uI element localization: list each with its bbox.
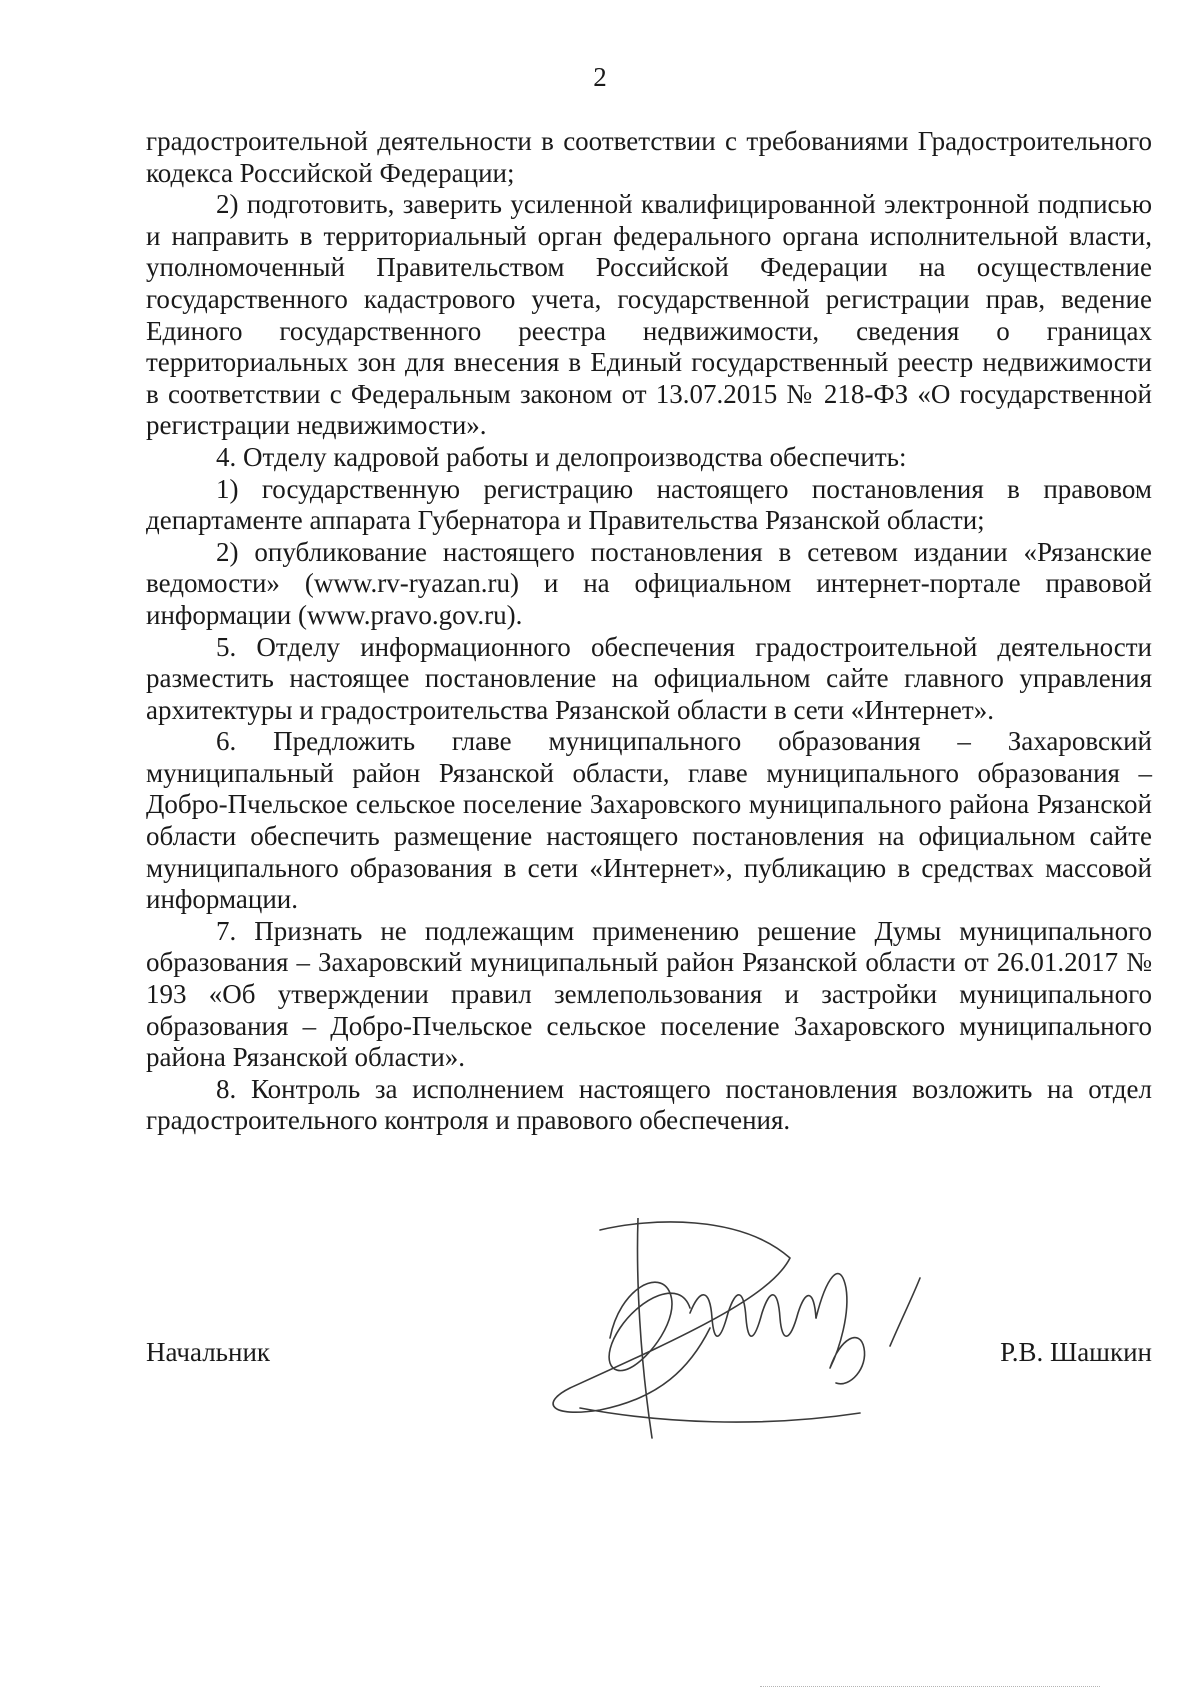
paragraph-continuation: градостроительной деятельности в соответствии с требованиями Градостроительного кодекса Российской Федерации; — [146, 126, 1152, 188]
handwritten-signature — [540, 1218, 970, 1448]
paragraph-section-5: 5. Отделу информационного обеспечения градостроительной деятельности разместить настоящее постановление на официальном сайте главного управления архитектуры и градостроительства Рязанской области в сети «Интернет». — [146, 631, 1152, 725]
paragraph-section-8: 8. Контроль за исполнением настоящего постановления возложить на отдел градостроительного контроля и правового обеспечения. — [146, 1073, 1152, 1136]
scan-edge-mark — [760, 1686, 1100, 1689]
paragraph-item-2-submit-zones: 2) подготовить, заверить усиленной квалифицированной электронной подписью и направить в территориальный орган федерального органа исполнительной власти, уполномоченный Правительством Российской Федерации на осуществление государственного кадастрового учета, государственной регистрации прав, ведение Единого государственного реестра недвижимости, сведения о границах территориальных зон для внесения в Единый государственный реестр недвижимости в соответствии с Федеральным законом от 13.07.2015 № 218-ФЗ «О государственной регистрации недвижимости». — [146, 189, 1152, 441]
document-body — [146, 126, 1152, 1137]
paragraph-item-1-registration: 1) государственную регистрацию настоящего постановления в правовом департаменте аппарата Губернатора и Правительства Рязанской области; — [146, 473, 1152, 536]
paragraph-item-2-publication: 2) опубликование настоящего постановления в сетевом издании «Рязанские ведомости» (www.rv-ryazan.ru) и на официальном интернет-портале правовой информации (www.pravo.gov.ru). — [146, 536, 1152, 630]
signatory-name: Р.В. Шашкин — [1000, 1337, 1152, 1367]
paragraph-section-6: 6. Предложить главе муниципального образования – Захаровский муниципальный район Рязанской области, главе муниципального образования – Добро-Пчельское сельское поселение Захаровского муниципального района Рязанской области обеспечить размещение настоящего постановления на официальном сайте муниципального образования в сети «Интернет», публикацию в средствах массовой информации. — [146, 726, 1152, 915]
signatory-position: Начальник — [146, 1337, 271, 1367]
page-number: 2 — [593, 62, 607, 92]
paragraph-section-4: 4. Отделу кадровой работы и делопроизводства обеспечить: — [216, 441, 907, 472]
signature-block — [146, 1336, 1152, 1370]
paragraph-section-7: 7. Признать не подлежащим применению решение Думы муниципального образования – Захаровский муниципальный район Рязанской области от 26.01.2017 № 193 «Об утверждении правил землепользования и застройки муниципального образования – Добро-Пчельское сельское поселение Захаровского муниципального района Рязанской области». — [146, 915, 1152, 1073]
